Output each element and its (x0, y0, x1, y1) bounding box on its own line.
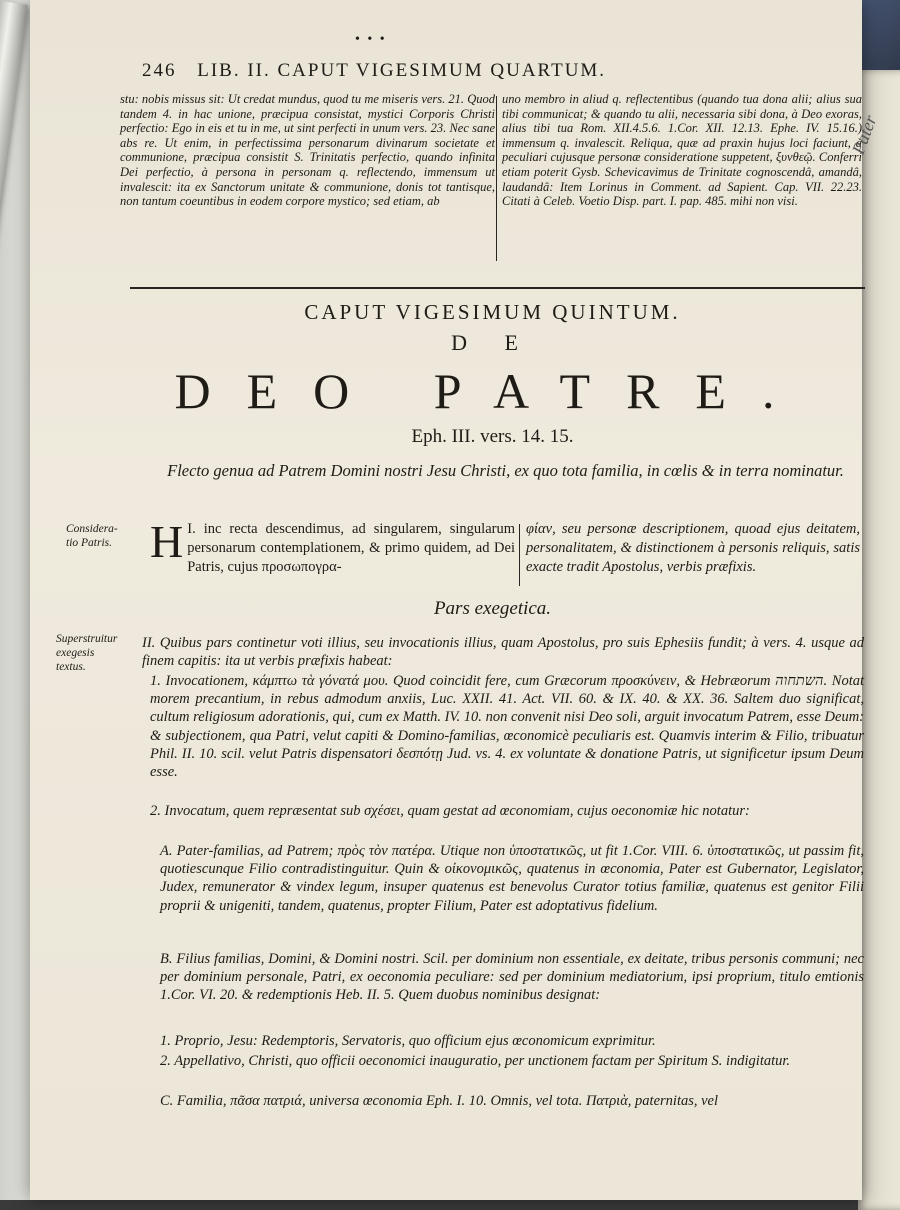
item-familia: C. Familia, πᾶσα πατριά, universa œconomia Eph. I. 10. Omnis, vel tota. Πατριὰ, paternitas, vel (160, 1093, 719, 1109)
item-invocationem: 1. Invocationem, κάμπτω τὰ γόνατά μου. Quod coincidit fere, cum Græcorum προσκύνειν, & Hebræorum השתחוה. Notat morem precantium, in rebus admodum anxiis, Luc. XXII. 41. Act. VII. 60. & IX. 40. & XX. 36. Saltem duo significat, cultum religiosum adorationis, qui, cum ex Matth. IV. 10. non convenit nisi Deo soli, arguit invocatum Patrem, esse Deum: & subjectionem, qua Patri, velut capiti & Domino-familias, œconomicè peculiaris est. Quamvis interim & Filio, tribuatur Phil. II. 10. scil. velut Patris dispensatori δεσπότῃ Jud. vs. 4. ex voluntate & donatione Patris, ut significetur ipsum Deum esse. (150, 673, 864, 781)
margin-note-consideratio: Consideratio Patris. (66, 523, 118, 549)
paragraph-one-text: inc recta descendimus, ad singularem, singularum personarum contemplationem, & primo quidem, ad Dei Patris, cujus προσωπογρα- (187, 521, 515, 575)
paragraph-one (150, 516, 515, 577)
paragraph-column-rule (519, 524, 520, 586)
chapter-de: D E (451, 330, 534, 355)
handwritten-margin-note: Pater (848, 112, 881, 157)
running-head-title: LIB. II. CAPUT VIGESIMUM QUARTUM. (197, 60, 607, 81)
item-pater-familias: A. Pater-familias, ad Patrem; πρὸς τὸν πατέρα. Utique non ὑποστατικῶς, ut fit 1.Cor. VIII. 6. ὑποστατικῶς, ut passim fit, quotiescunque Filio contradistinguitur. Quin & οἰκονομικῶς, quatenus in œconomia, Pater est Gubernator, Legislator, Judex, remunerator & vindex legum, insuper quatenus est benevolus Curator totius familiæ, quatenus est genitor Filii proprii & unigeniti, tandem, quatenus, propter Filium, Pater est adoptativus fidelium. (160, 843, 864, 914)
chapter-main-title: DEO PATRE. (174, 363, 811, 419)
section-title: Pars exegetica. (433, 598, 552, 619)
item-invocatum: 2. Invocatum, quem repræsentat sub σχέσει, quam gestat ad œconomiam, cujus oeconomiæ hic notatur: (150, 803, 750, 819)
item-appellativo: 2. Appellativo, Christi, quo officii oeconomici inauguratio, per unctionem factam per Spiritum S. indigitatur. (160, 1053, 791, 1069)
previous-chapter-right-column: uno membro in aliud q. reflectentibus (quando tua dona alii; alius sua tibi communicat; & quando tu alii, necessaria sibi dona, à Deo exoras, alius tibi tua Rom. XII.4.5.6. 1.Cor. XII. 12.13. Ephe. IV. 15.16.) immensum q. invalescit. Reliqua, quæ ad praxin hujus loci faciunt, à peculiari cujusque personæ consideratione suppetent, ξυνθεῷ. Conferri etiam poterit Gysb. Schevicavimus de Trinitate cognoscendâ, amandâ, laudandâ: Item Lorinus in Comment. ad Sapient. Cap. VII. 22.23. Citati à Celeb. Voetio Disp. part. I. pap. 485. mihi non visi. (502, 92, 862, 209)
item-filius-familias: B. Filius familias, Domini, & Domini nostri. Scil. per dominium non essentiale, ex deitate, tribus personis communi; nec per dominium personale, Patri, ex oeconomia peculiare: sed per dominium mediatorium, ipsi proprium, titulo emtionis 1.Cor. VI. 20. & redemptionis Heb. II. 5. Quem duobus nominibus designat: (160, 951, 864, 1004)
paragraph-one-number: I. (187, 521, 196, 537)
paragraph-two: II. Quibus pars continetur voti illius, seu invocationis illius, quam Apostolus, pro suis Ephesiis fundit; à vers. 4. usque ad finem capitis: ita ut verbis præfixis habeat: (142, 635, 864, 670)
chapter-title: CAPUT VIGESIMUM QUINTUM. (304, 300, 681, 324)
top-marks: • • • (355, 32, 387, 47)
column-rule (496, 96, 497, 261)
item-proprio: 1. Proprio, Jesu: Redemptoris, Servatoris, quo officium ejus œconomicum exprimitur. (160, 1033, 656, 1049)
book-page (30, 0, 862, 1200)
page-number: 246 (142, 60, 177, 81)
facing-page-edge (858, 70, 900, 1210)
drop-cap: H (150, 516, 184, 567)
margin-note-exegesis: Superstruitur exegesis textus. (56, 633, 118, 673)
verse-reference: Eph. III. vers. 14. 15. (411, 426, 574, 447)
chapter-rule (130, 287, 865, 289)
paragraph-one-continuation: φίαν, seu personæ descriptionem, quoad ejus deitatem, personalitatem, & distinctionem à personis reliquis, satis exacte tradit Apostolus, verbis præfixis. (526, 521, 860, 575)
verse-motto: Flecto genua ad Patrem Domini nostri Jesu Christi, ex quo tota familia, in cœlis & in terra nominatur. (167, 461, 844, 480)
previous-chapter-left-column: stu: nobis missus sit: Ut credat mundus, quod tu me miseris vers. 21. Quod tandem 4. in hac unione, præcipua consistat, mystici Corporis Christi perfectio: Ego in eis et tu in me, ut sint perfecti in unum vers. 23. Nec sane abs re. Ut enim, in perfectissima personarum divinarum societate et communione, præcipua consistit S. Trinitatis perfectio, quando infinita Dei perfectio, à persona in personam q. reflectendo, immensum ut invalescit: ita ex Sanctorum unitate & communione, donis tot tantisque, non tantum coeuntibus in eodem corpore mystico; sed etiam, ab (120, 92, 495, 209)
running-head (142, 60, 802, 82)
